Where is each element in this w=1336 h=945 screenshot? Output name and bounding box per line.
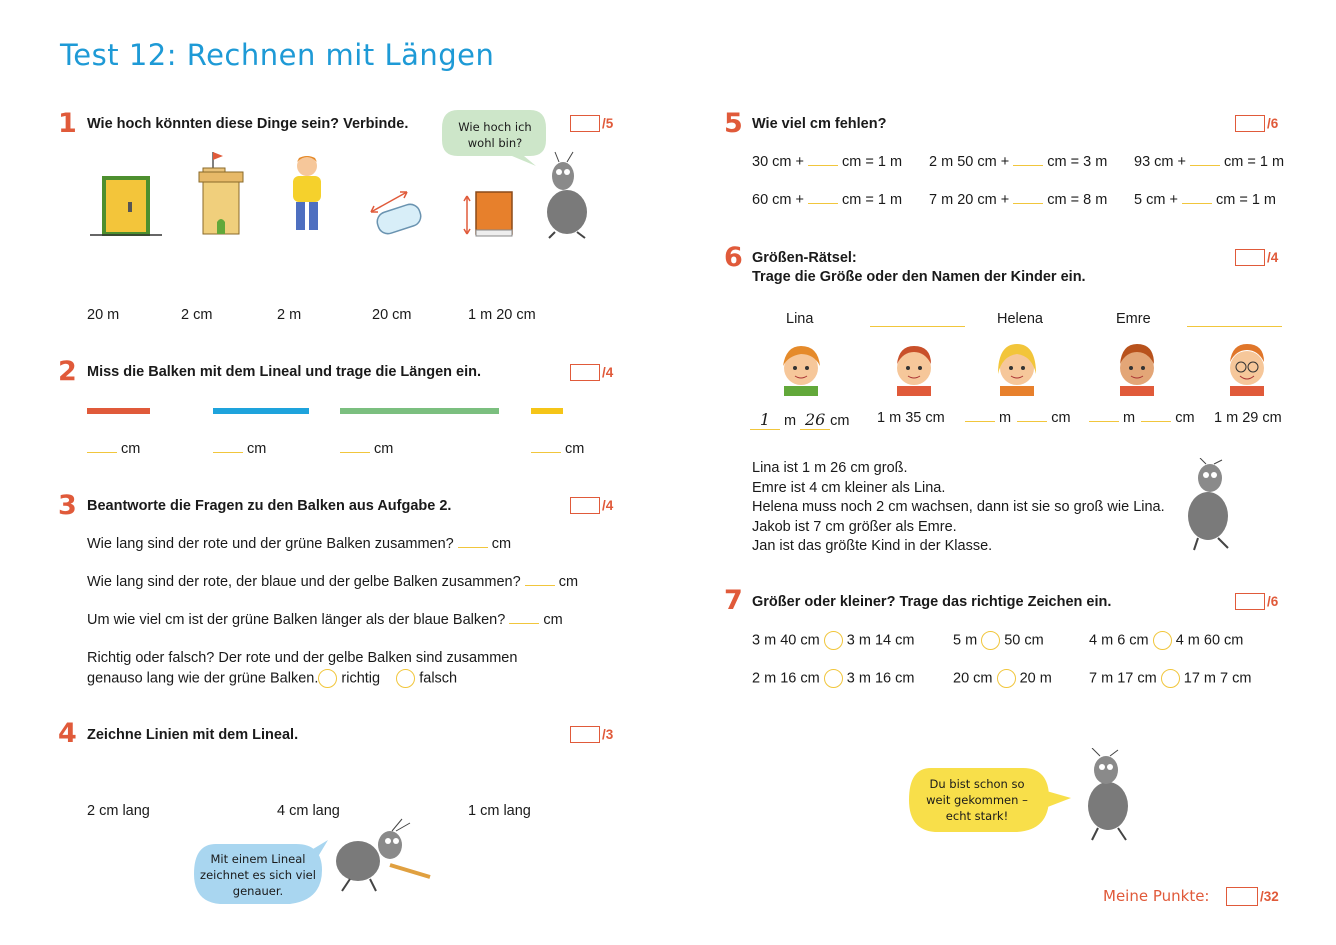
answer-blank[interactable] <box>808 165 838 166</box>
question-line: Richtig oder falsch? Der rote und der gelbe Balken sind zusammen <box>87 650 518 666</box>
page-title: Test 12: Rechnen mit Längen <box>60 38 495 72</box>
score-field[interactable] <box>1235 593 1278 610</box>
task-question: Beantworte die Fragen zu den Balken aus Aufgabe 2. <box>87 498 452 514</box>
task-question: Miss die Balken mit dem Lineal und trage die Längen ein. <box>87 364 481 380</box>
question-line: genauso lang wie der grüne Balken. richtig falsch <box>87 670 458 687</box>
cm-blank[interactable] <box>1141 421 1171 422</box>
ant-drawing-icon <box>330 815 440 895</box>
size-value: 1 m 29 cm <box>1214 410 1282 426</box>
answer-blank[interactable] <box>458 547 488 548</box>
line-label: 4 cm lang <box>277 803 340 819</box>
task-number: 3 <box>58 490 77 521</box>
clue-line: Emre ist 4 cm kleiner als Lina. <box>752 479 946 496</box>
answer-blank[interactable] <box>340 452 370 453</box>
line-label: 1 cm lang <box>468 803 531 819</box>
score-total: /3 <box>602 727 614 742</box>
name-blank[interactable] <box>870 326 965 327</box>
green-bar <box>340 408 499 414</box>
meter-blank[interactable]: 1 <box>750 410 780 430</box>
compare-circle[interactable] <box>1153 631 1172 650</box>
task-question: Wie hoch könnten diese Dinge sein? Verbinde. <box>87 116 409 132</box>
height-option[interactable]: 20 m <box>87 307 120 323</box>
total-points-label: Meine Punkte: <box>1103 887 1210 905</box>
question-line: Wie lang sind der rote und der grüne Balken zusammen? cm <box>87 536 512 552</box>
height-option[interactable]: 2 m <box>277 307 302 323</box>
clue-list <box>752 459 1165 557</box>
task-question: Trage die Größe oder den Namen der Kinder ein. <box>752 269 1086 285</box>
answer-blank[interactable] <box>1182 203 1212 204</box>
score-total: /4 <box>602 365 614 380</box>
task-question: Zeichne Linien mit dem Lineal. <box>87 727 299 743</box>
score-field[interactable] <box>1235 115 1278 132</box>
task-question: Wie viel cm fehlen? <box>752 116 887 132</box>
girl-face-icon <box>774 338 828 396</box>
question-line: Wie lang sind der rote, der blaue und der gelbe Balken zusammen? cm <box>87 574 579 590</box>
task-question: Größer oder kleiner? Trage das richtige Zeichen ein. <box>752 594 1112 610</box>
clue-line: Helena muss noch 2 cm wachsen, dann ist sie so groß wie Lina. <box>752 499 1165 515</box>
length-answer[interactable]: cm <box>531 441 584 457</box>
task-number: 6 <box>724 242 743 273</box>
compare-task: 3 m 40 cm 3 m 14 cm <box>752 632 915 649</box>
eraser-icon <box>365 188 427 238</box>
speech-bubble-text: Du bist schon so weit gekommen – echt stark! <box>926 777 1028 823</box>
speech-bubble-text: Wie hoch ich wohl bin? <box>458 120 532 150</box>
size-answer: 1 m 26 cm <box>750 410 850 430</box>
compare-task: 2 m 16 cm 3 m 16 cm <box>752 670 915 687</box>
answer-blank[interactable] <box>213 452 243 453</box>
compare-task: 5 m 50 cm <box>953 632 1044 649</box>
ant-mascot-icon <box>537 150 597 240</box>
ant-mascot-icon <box>1176 458 1240 554</box>
length-answer[interactable]: cm <box>87 441 140 457</box>
task-question: Größen-Rätsel: <box>752 250 857 266</box>
missing-cm-task: 2 m 50 cm + cm = 3 m <box>929 154 1108 170</box>
score-total: /4 <box>602 498 614 513</box>
height-option[interactable]: 2 cm <box>181 307 213 323</box>
score-box[interactable] <box>570 497 600 514</box>
compare-circle[interactable] <box>824 631 843 650</box>
answer-blank[interactable] <box>1190 165 1220 166</box>
score-total: /4 <box>1267 250 1279 265</box>
ant-mascot-icon <box>1072 748 1142 844</box>
boy-glasses-face-icon <box>1220 338 1274 396</box>
height-option[interactable]: 20 cm <box>372 307 412 323</box>
girl-face-icon <box>990 338 1044 396</box>
boy-icon <box>285 152 329 236</box>
score-total: /6 <box>1267 116 1279 131</box>
blue-bar <box>213 408 309 414</box>
missing-cm-task: 30 cm + cm = 1 m <box>752 154 903 170</box>
child-name: Helena <box>997 311 1043 327</box>
score-box[interactable] <box>570 726 600 743</box>
task-number: 1 <box>58 108 77 139</box>
score-box[interactable] <box>570 364 600 381</box>
name-blank[interactable] <box>1187 326 1282 327</box>
compare-circle[interactable] <box>981 631 1000 650</box>
missing-cm-task: 60 cm + cm = 1 m <box>752 192 903 208</box>
red-bar <box>87 408 150 414</box>
boy-face-icon <box>887 338 941 396</box>
score-field[interactable] <box>570 115 613 132</box>
answer-blank[interactable] <box>1013 203 1043 204</box>
richtig-circle[interactable] <box>318 669 337 688</box>
task-number: 4 <box>58 718 77 749</box>
boy-face-icon <box>1110 338 1164 396</box>
compare-task: 7 m 17 cm 17 m 7 cm <box>1089 670 1252 687</box>
size-answer: m cm <box>965 410 1071 426</box>
length-answer[interactable]: cm <box>213 441 266 457</box>
score-box[interactable] <box>1235 115 1265 132</box>
child-name: Lina <box>786 311 814 327</box>
book-icon <box>460 186 520 238</box>
size-answer: m cm <box>1089 410 1195 426</box>
clue-line: Jan ist das größte Kind in der Klasse. <box>752 538 993 554</box>
cm-blank[interactable]: 26 <box>800 410 830 430</box>
answer-blank[interactable] <box>1013 165 1043 166</box>
compare-circle[interactable] <box>1161 669 1180 688</box>
child-name: Emre <box>1116 311 1151 327</box>
missing-cm-task: 93 cm + cm = 1 m <box>1134 154 1285 170</box>
cm-blank[interactable] <box>1017 421 1047 422</box>
compare-task: 4 m 6 cm 4 m 60 cm <box>1089 632 1244 649</box>
score-field[interactable] <box>570 364 613 381</box>
falsch-circle[interactable] <box>396 669 415 688</box>
score-box[interactable] <box>1235 249 1265 266</box>
question-line: Um wie viel cm ist der grüne Balken länger als der blaue Balken? cm <box>87 612 563 628</box>
answer-blank[interactable] <box>509 623 539 624</box>
yellow-bar <box>531 408 563 414</box>
clue-line: Lina ist 1 m 26 cm groß. <box>752 460 908 476</box>
missing-cm-task: 5 cm + cm = 1 m <box>1134 192 1277 208</box>
score-box[interactable] <box>1235 593 1265 610</box>
score-total: /32 <box>1260 889 1279 904</box>
answer-blank[interactable] <box>87 452 117 453</box>
answer-blank[interactable] <box>525 585 555 586</box>
score-total: /5 <box>602 116 614 131</box>
answer-blank[interactable] <box>808 203 838 204</box>
score-field[interactable] <box>570 726 613 743</box>
size-value: 1 m 35 cm <box>877 410 945 426</box>
task-number: 5 <box>724 108 743 139</box>
door-icon <box>88 170 164 238</box>
task-number: 7 <box>724 585 743 616</box>
task-number: 2 <box>58 356 77 387</box>
missing-cm-task: 7 m 20 cm + cm = 8 m <box>929 192 1108 208</box>
score-field[interactable] <box>570 497 613 514</box>
line-label: 2 cm lang <box>87 803 150 819</box>
length-answer[interactable]: cm <box>340 441 393 457</box>
meter-blank[interactable] <box>965 421 995 422</box>
total-score-field[interactable] <box>1226 887 1279 906</box>
score-box[interactable] <box>1226 887 1258 906</box>
meter-blank[interactable] <box>1089 421 1119 422</box>
speech-bubble-text: Mit einem Lineal zeichnet es sich viel genauer. <box>200 852 316 898</box>
score-field[interactable] <box>1235 249 1278 266</box>
compare-circle[interactable] <box>824 669 843 688</box>
compare-task: 20 cm 20 m <box>953 670 1052 687</box>
answer-blank[interactable] <box>531 452 561 453</box>
tower-icon <box>193 150 249 238</box>
score-box[interactable] <box>570 115 600 132</box>
score-total: /6 <box>1267 594 1279 609</box>
height-option[interactable]: 1 m 20 cm <box>468 307 536 323</box>
clue-line: Jakob ist 7 cm größer als Emre. <box>752 518 957 535</box>
compare-circle[interactable] <box>997 669 1016 688</box>
